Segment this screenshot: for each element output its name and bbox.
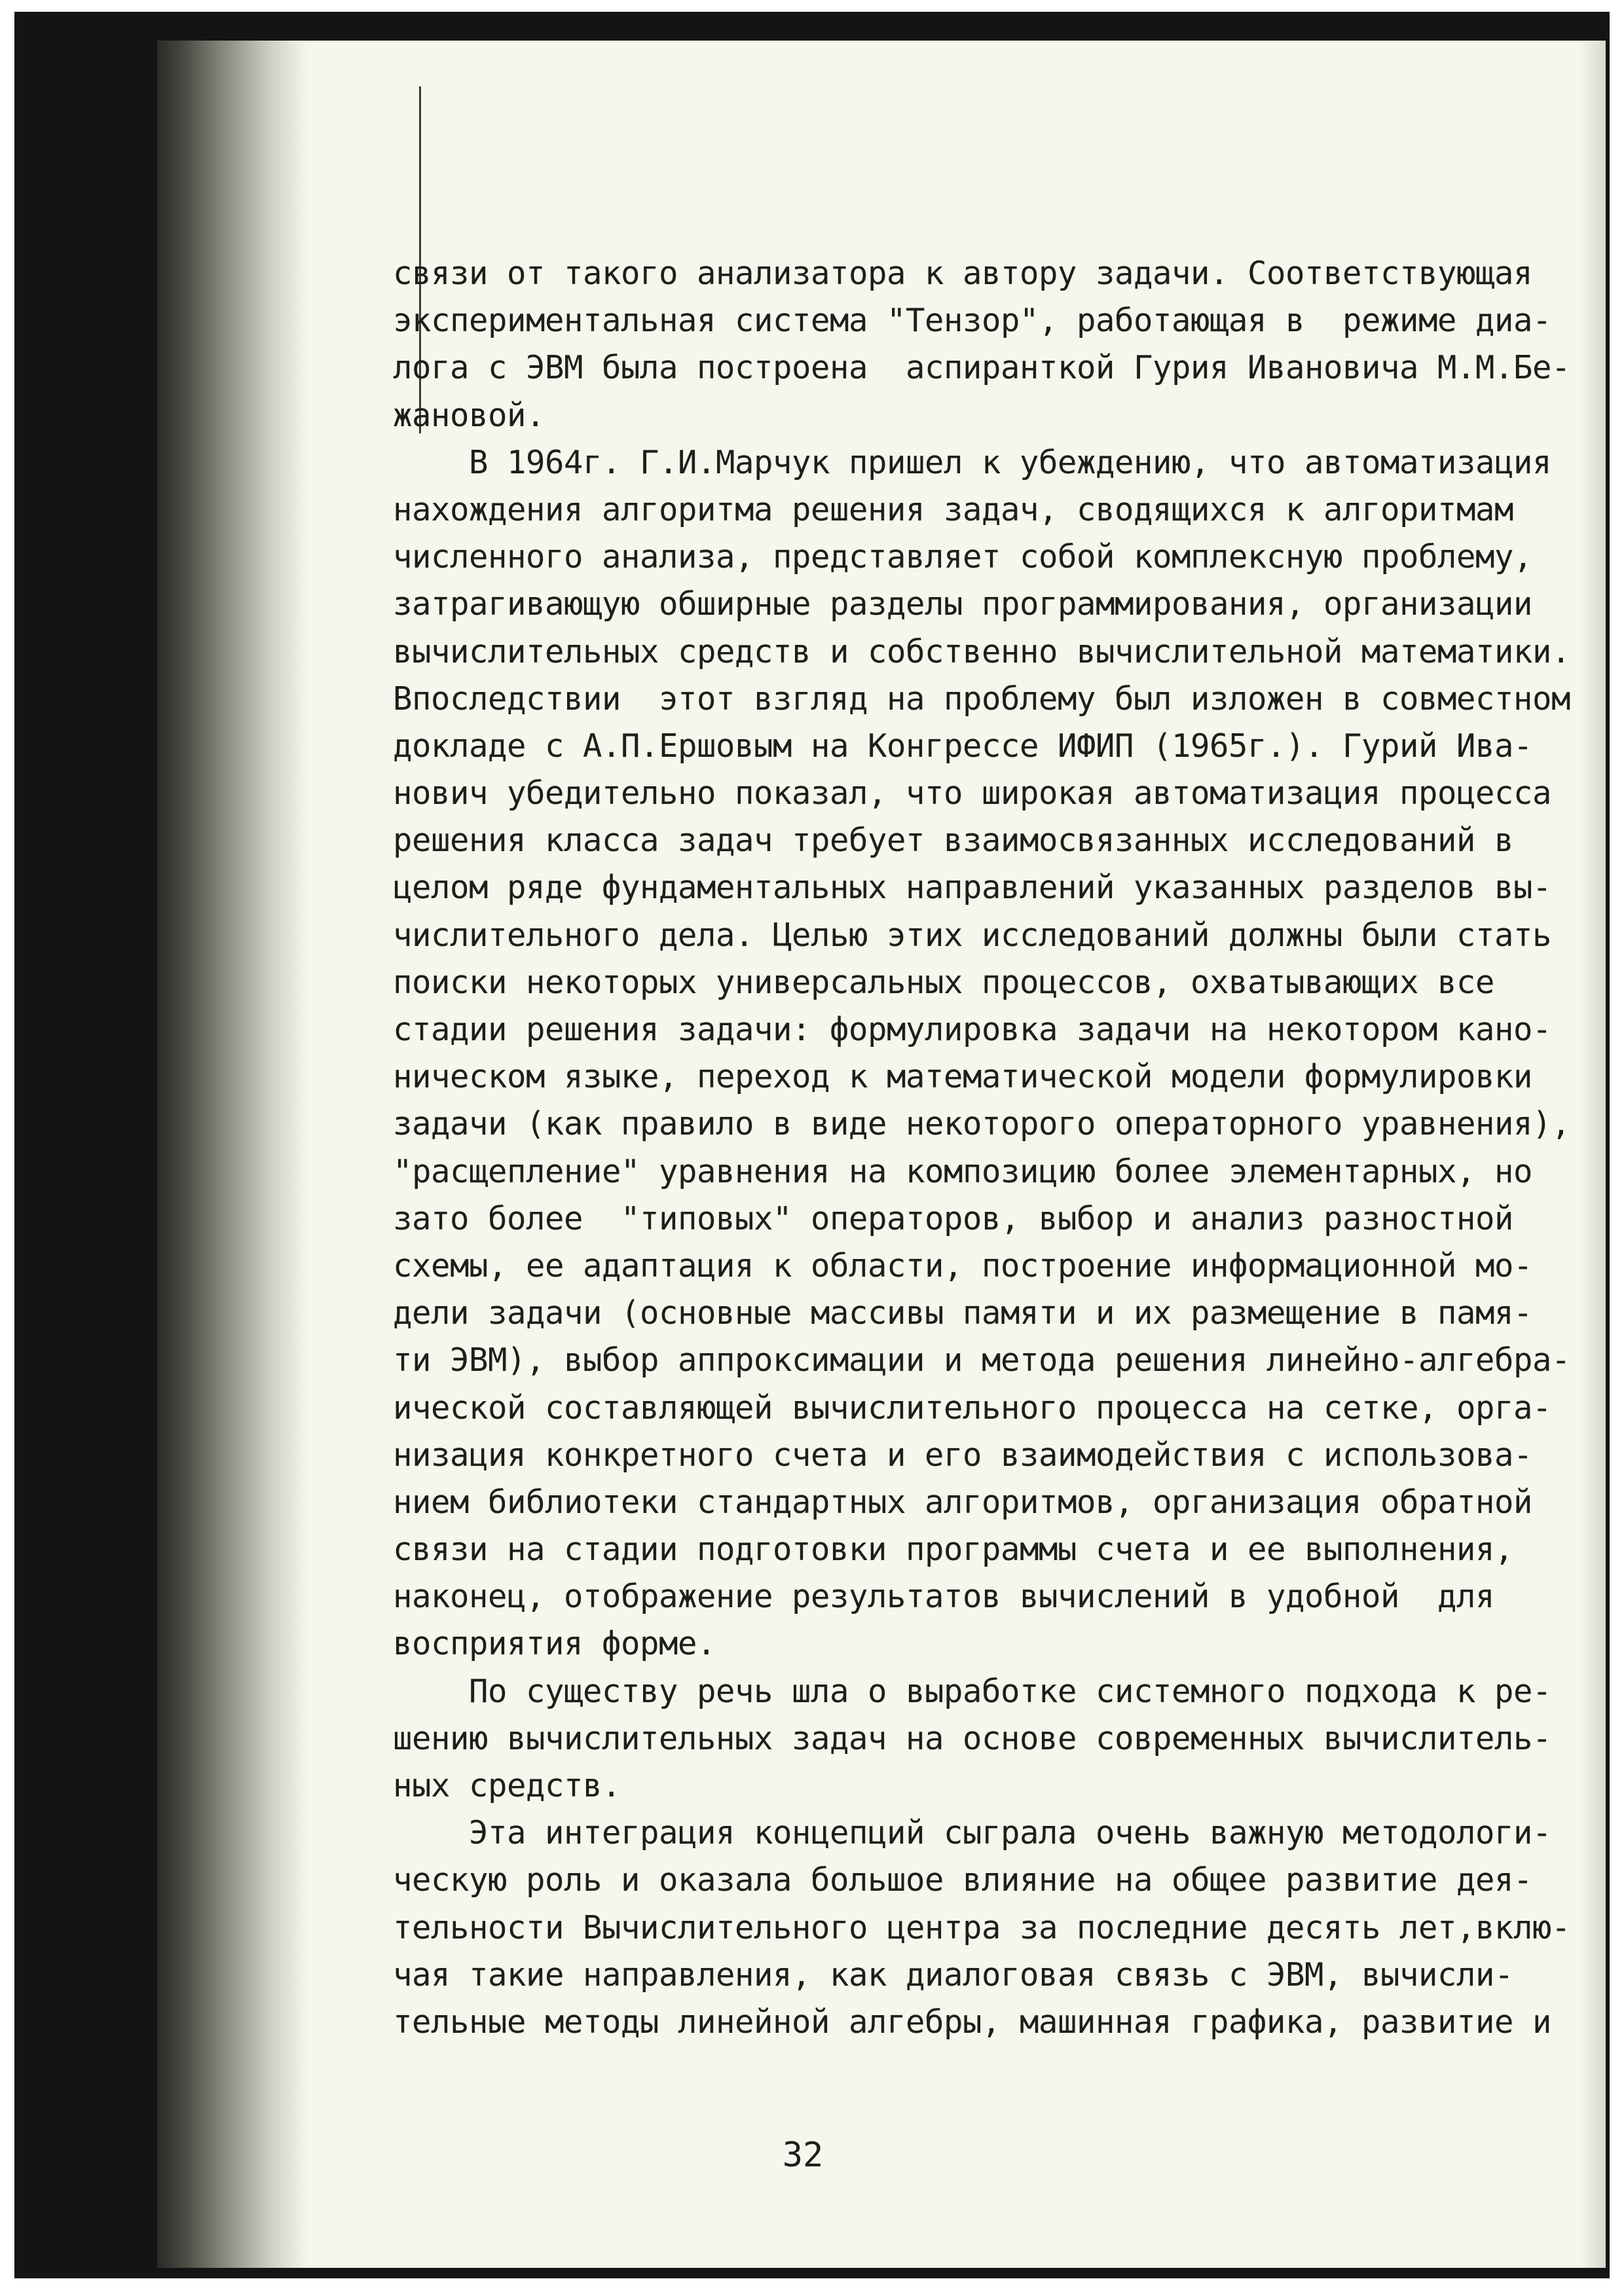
- text-line: ных средств.: [393, 1767, 621, 1804]
- text-line: нахождения алгоритма решения задач, сводящихся к алгоритмам: [393, 490, 1514, 528]
- text-line: докладе с А.П.Ершовым на Конгрессе ИФИП (1965г.). Гурий Ива-: [393, 727, 1533, 765]
- text-line: низация конкретного счета и его взаимодействия с использова-: [393, 1436, 1533, 1474]
- text-line: тельные методы линейной алгебры, машинная графика, развитие и: [393, 2003, 1552, 2041]
- text-line: затрагивающую обширные разделы программирования, организации: [393, 585, 1533, 623]
- text-line: лога с ЭВМ была построена аспиранткой Гурия Ивановича М.М.Бе-: [393, 349, 1571, 387]
- text-line: Эта интеграция концепций сыграла очень важную методологи-: [393, 1814, 1552, 1852]
- paragraph-2: [393, 439, 1598, 1668]
- text-line: экспериментальная система "Тензор", работающая в режиме диа-: [393, 302, 1552, 340]
- paragraph-4: [393, 1810, 1598, 2046]
- text-line: жановой.: [393, 396, 545, 434]
- page-number: 32: [782, 2136, 824, 2175]
- text-line: Впоследствии этот взгляд на проблему был изложен в совместном: [393, 680, 1571, 718]
- text-line: шению вычислительных задач на основе современных вычислитель-: [393, 1719, 1552, 1757]
- text-line: числительного дела. Целью этих исследований должны были стать: [393, 916, 1552, 954]
- text-line: нович убедительно показал, что широкая автоматизация процесса: [393, 774, 1552, 812]
- text-line: ническом языке, переход к математической модели формулировки: [393, 1058, 1533, 1096]
- text-line: поиски некоторых универсальных процессов, охватывающих все: [393, 963, 1495, 1001]
- text-line: схемы, ее адаптация к области, построение информационной мо-: [393, 1247, 1533, 1285]
- text-line: связи на стадии подготовки программы счета и ее выполнения,: [393, 1531, 1514, 1569]
- text-line: ческую роль и оказала большое влияние на общее развитие дея-: [393, 1861, 1533, 1899]
- text-line: численного анализа, представляет собой комплексную проблему,: [393, 538, 1533, 576]
- text-line: ической составляющей вычислительного процесса на сетке, орга-: [393, 1389, 1552, 1427]
- text-line: чая такие направления, как диалоговая связь с ЭВМ, вычисли-: [393, 1956, 1514, 1994]
- text-line: тельности Вычислительного центра за последние десять лет,вклю-: [393, 1908, 1571, 1946]
- text-line: дели задачи (основные массивы памяти и их размещение в памя-: [393, 1294, 1533, 1332]
- text-line: "расщепление" уравнения на композицию более элементарных, но: [393, 1152, 1533, 1190]
- text-line: ти ЭВМ), выбор аппроксимации и метода решения линейно-алгебра-: [393, 1341, 1571, 1379]
- paragraph-1: [393, 250, 1598, 439]
- document-page: [157, 41, 1606, 2268]
- text-line: связи от такого анализатора к автору задачи. Соответствующая: [393, 255, 1533, 292]
- text-line: наконец, отображение результатов вычислений в удобной для: [393, 1578, 1495, 1616]
- body-text: [393, 250, 1598, 2046]
- paragraph-3: [393, 1668, 1598, 1810]
- text-line: решения класса задач требует взаимосвязанных исследований в: [393, 822, 1514, 860]
- text-line: задачи (как правило в виде некоторого операторного уравнения),: [393, 1105, 1571, 1143]
- text-line: зато более "типовых" операторов, выбор и анализ разностной: [393, 1199, 1514, 1237]
- book-gutter-shadow: [157, 41, 308, 2268]
- text-line: вычислительных средств и собственно вычислительной математики.: [393, 632, 1571, 670]
- text-line: стадии решения задачи: формулировка задачи на некотором кано-: [393, 1011, 1552, 1048]
- text-line: целом ряде фундаментальных направлений указанных разделов вы-: [393, 869, 1552, 907]
- text-line: По существу речь шла о выработке системного подхода к ре-: [393, 1672, 1552, 1710]
- text-line: восприятия форме.: [393, 1625, 716, 1663]
- text-line: нием библиотеки стандартных алгоритмов, организация обратной: [393, 1483, 1533, 1521]
- text-line: В 1964г. Г.И.Марчук пришел к убеждению, что автоматизация: [393, 443, 1552, 481]
